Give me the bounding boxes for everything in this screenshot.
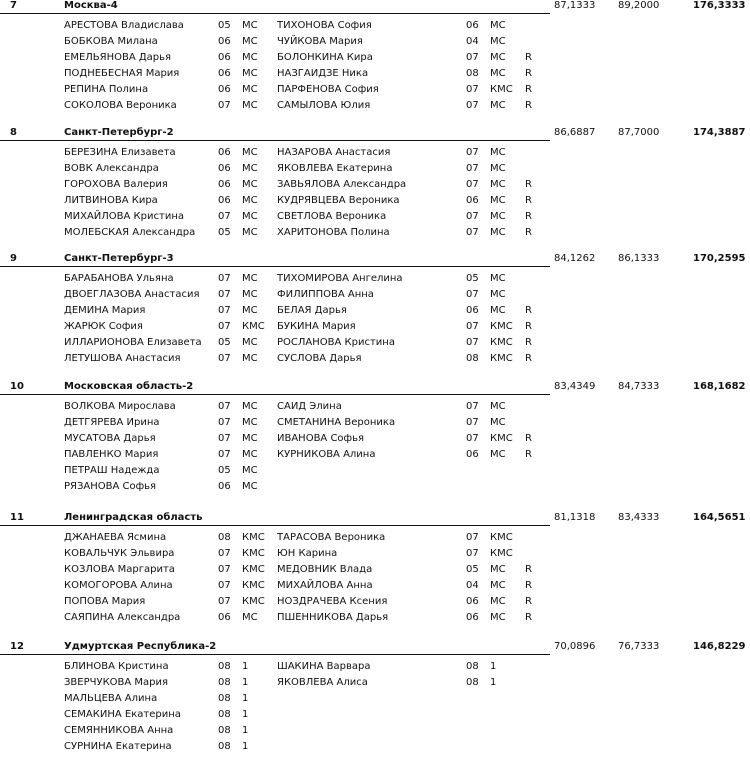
athlete-reserve-mark: R — [525, 100, 532, 111]
athlete-reserve-mark: R — [525, 353, 532, 364]
athlete-reserve-mark: R — [525, 596, 532, 607]
team-divider — [0, 525, 550, 526]
team-score-2: 83,4333 — [618, 512, 660, 523]
athlete-rank: МС — [490, 68, 506, 79]
athlete-name: ПОДНЕБЕСНАЯ Мария — [64, 68, 180, 79]
athlete-name: ЯКОВЛЕВА Екатерина — [277, 163, 393, 174]
team-divider — [0, 394, 550, 395]
athlete-birth-year: 07 — [466, 321, 479, 332]
athlete-birth-year: 07 — [218, 417, 231, 428]
athlete-birth-year: 08 — [466, 353, 479, 364]
athlete-name: КОВАЛЬЧУК Эльвира — [64, 548, 175, 559]
athlete-rank: 1 — [490, 677, 497, 688]
athlete-birth-year: 06 — [218, 612, 231, 623]
athlete-name: ЧУЙКОВА Мария — [277, 36, 363, 47]
athlete-rank: МС — [242, 163, 258, 174]
team-name: Удмуртская Республика-2 — [64, 641, 217, 652]
athlete-birth-year: 08 — [218, 725, 231, 736]
athlete-birth-year: 07 — [218, 321, 231, 332]
athlete-reserve-mark: R — [525, 321, 532, 332]
athlete-rank: МС — [242, 465, 258, 476]
athlete-rank: МС — [242, 353, 258, 364]
athlete-birth-year: 07 — [466, 211, 479, 222]
athlete-birth-year: 08 — [218, 677, 231, 688]
athlete-reserve-mark: R — [525, 179, 532, 190]
team-score-1: 83,4349 — [554, 381, 596, 392]
athlete-reserve-mark: R — [525, 227, 532, 238]
athlete-birth-year: 07 — [218, 596, 231, 607]
athlete-rank: МС — [242, 337, 258, 348]
athlete-rank: МС — [490, 100, 506, 111]
athlete-name: НАЗГАИДЗЕ Ника — [277, 68, 369, 79]
athlete-birth-year: 07 — [466, 337, 479, 348]
athlete-birth-year: 05 — [466, 564, 479, 575]
athlete-birth-year: 06 — [466, 449, 479, 460]
athlete-birth-year: 06 — [466, 20, 479, 31]
athlete-birth-year: 08 — [466, 661, 479, 672]
athlete-birth-year: 06 — [218, 147, 231, 158]
athlete-birth-year: 06 — [218, 68, 231, 79]
athlete-rank: 1 — [490, 661, 497, 672]
athlete-birth-year: 07 — [218, 100, 231, 111]
athlete-rank: МС — [490, 20, 506, 31]
athlete-name: ДЖАНАЕВА Ясмина — [64, 532, 167, 543]
athlete-name: ТАРАСОВА Вероника — [277, 532, 386, 543]
athlete-name: ФИЛИППОВА Анна — [277, 289, 374, 300]
athlete-name: ЮН Карина — [277, 548, 338, 559]
athlete-birth-year: 06 — [218, 179, 231, 190]
athlete-rank: 1 — [242, 725, 249, 736]
athlete-name: АРЕСТОВА Владислава — [64, 20, 184, 31]
athlete-name: СМЕТАНИНА Вероника — [277, 417, 396, 428]
athlete-name: ЛИТВИНОВА Кира — [64, 195, 158, 206]
athlete-name: ВОВК Александра — [64, 163, 159, 174]
athlete-rank: КМС — [490, 433, 513, 444]
athlete-rank: КМС — [242, 564, 265, 575]
team-number: 10 — [10, 381, 24, 392]
athlete-name: ЗВЕРЧУКОВА Мария — [64, 677, 169, 688]
athlete-name: ХАРИТОНОВА Полина — [277, 227, 390, 238]
athlete-name: ШАКИНА Варвара — [277, 661, 371, 672]
athlete-rank: МС — [490, 401, 506, 412]
athlete-birth-year: 08 — [466, 68, 479, 79]
athlete-reserve-mark: R — [525, 195, 532, 206]
athlete-birth-year: 07 — [218, 433, 231, 444]
athlete-birth-year: 05 — [218, 465, 231, 476]
athlete-name: ЕМЕЛЬЯНОВА Дарья — [64, 52, 172, 63]
athlete-name: КОМОГОРОВА Алина — [64, 580, 173, 591]
athlete-rank: МС — [242, 481, 258, 492]
athlete-name: МЕДОВНИК Влада — [277, 564, 373, 575]
athlete-name: МИХАЙЛОВА Кристина — [64, 211, 184, 222]
athlete-rank: КМС — [242, 580, 265, 591]
athlete-name: БОБКОВА Милана — [64, 36, 158, 47]
athlete-birth-year: 06 — [218, 163, 231, 174]
athlete-rank: МС — [490, 417, 506, 428]
athlete-rank: 1 — [242, 741, 249, 752]
athlete-name: ЯКОВЛЕВА Алиса — [277, 677, 368, 688]
athlete-reserve-mark: R — [525, 52, 532, 63]
athlete-birth-year: 07 — [218, 289, 231, 300]
athlete-birth-year: 07 — [218, 548, 231, 559]
athlete-reserve-mark: R — [525, 337, 532, 348]
athlete-name: ПАВЛЕНКО Мария — [64, 449, 159, 460]
athlete-rank: 1 — [242, 693, 249, 704]
athlete-name: СУРНИНА Екатерина — [64, 741, 172, 752]
athlete-birth-year: 04 — [466, 36, 479, 47]
athlete-name: ТИХОМИРОВА Ангелина — [277, 273, 403, 284]
athlete-name: НОЗДРАЧЕВА Ксения — [277, 596, 388, 607]
athlete-rank: МС — [490, 211, 506, 222]
athlete-birth-year: 06 — [218, 36, 231, 47]
team-number: 7 — [10, 0, 17, 11]
athlete-birth-year: 05 — [218, 227, 231, 238]
athlete-rank: МС — [490, 52, 506, 63]
athlete-birth-year: 07 — [466, 163, 479, 174]
athlete-reserve-mark: R — [525, 433, 532, 444]
team-number: 11 — [10, 512, 24, 523]
athlete-rank: МС — [490, 179, 506, 190]
team-total: 146,8229 — [693, 641, 746, 652]
athlete-rank: МС — [242, 195, 258, 206]
athlete-birth-year: 07 — [466, 417, 479, 428]
athlete-name: ГОРОХОВА Валерия — [64, 179, 168, 190]
athlete-birth-year: 07 — [218, 401, 231, 412]
athlete-reserve-mark: R — [525, 84, 532, 95]
athlete-birth-year: 07 — [218, 449, 231, 460]
team-total: 164,5651 — [693, 512, 746, 523]
athlete-name: СОКОЛОВА Вероника — [64, 100, 177, 111]
team-total: 176,3333 — [693, 0, 746, 11]
athlete-rank: КМС — [490, 321, 513, 332]
athlete-name: САМЫЛОВА Юлия — [277, 100, 371, 111]
athlete-name: НАЗАРОВА Анастасия — [277, 147, 391, 158]
team-name: Ленинградская область — [64, 512, 203, 523]
athlete-name: СВЕТЛОВА Вероника — [277, 211, 387, 222]
athlete-name: СЕМАКИНА Екатерина — [64, 709, 181, 720]
athlete-name: КОЗЛОВА Маргарита — [64, 564, 175, 575]
athlete-rank: МС — [490, 147, 506, 158]
athlete-birth-year: 07 — [466, 52, 479, 63]
athlete-birth-year: 07 — [218, 305, 231, 316]
athlete-birth-year: 08 — [218, 693, 231, 704]
athlete-birth-year: 08 — [466, 677, 479, 688]
athlete-name: САЯПИНА Александра — [64, 612, 181, 623]
athlete-name: ПАРФЕНОВА София — [277, 84, 379, 95]
athlete-name: ПШЕННИКОВА Дарья — [277, 612, 389, 623]
athlete-name: ИВАНОВА Софья — [277, 433, 365, 444]
athlete-name: БОЛОНКИНА Кира — [277, 52, 373, 63]
athlete-rank: МС — [242, 273, 258, 284]
athlete-birth-year: 04 — [466, 580, 479, 591]
athlete-rank: МС — [242, 612, 258, 623]
team-score-2: 87,7000 — [618, 127, 660, 138]
athlete-birth-year: 05 — [218, 337, 231, 348]
athlete-reserve-mark: R — [525, 211, 532, 222]
athlete-birth-year: 07 — [218, 580, 231, 591]
athlete-name: ПОПОВА Мария — [64, 596, 146, 607]
athlete-name: МУСАТОВА Дарья — [64, 433, 156, 444]
athlete-birth-year: 08 — [218, 709, 231, 720]
athlete-reserve-mark: R — [525, 612, 532, 623]
athlete-rank: МС — [242, 401, 258, 412]
athlete-rank: МС — [242, 179, 258, 190]
athlete-birth-year: 06 — [466, 195, 479, 206]
athlete-rank: КМС — [242, 548, 265, 559]
athlete-name: ИЛЛАРИОНОВА Елизавета — [64, 337, 202, 348]
athlete-birth-year: 08 — [218, 741, 231, 752]
athlete-birth-year: 07 — [218, 211, 231, 222]
team-number: 12 — [10, 641, 24, 652]
team-score-1: 84,1262 — [554, 253, 596, 264]
team-score-2: 76,7333 — [618, 641, 660, 652]
team-score-1: 70,0896 — [554, 641, 596, 652]
athlete-reserve-mark: R — [525, 564, 532, 575]
athlete-birth-year: 05 — [466, 273, 479, 284]
team-divider — [0, 13, 550, 14]
athlete-birth-year: 08 — [218, 532, 231, 543]
athlete-birth-year: 07 — [466, 532, 479, 543]
athlete-name: ЖАРЮК София — [64, 321, 143, 332]
athlete-name: РЯЗАНОВА Софья — [64, 481, 157, 492]
athlete-rank: КМС — [490, 548, 513, 559]
team-name: Москва-4 — [64, 0, 118, 11]
athlete-name: КУДРЯВЦЕВА Вероника — [277, 195, 400, 206]
athlete-name: КУРНИКОВА Алина — [277, 449, 376, 460]
team-name: Санкт-Петербург-3 — [64, 253, 174, 264]
team-total: 170,2595 — [693, 253, 746, 264]
athlete-rank: МС — [490, 163, 506, 174]
team-number: 9 — [10, 253, 17, 264]
team-score-1: 86,6887 — [554, 127, 596, 138]
athlete-rank: КМС — [242, 532, 265, 543]
team-score-1: 87,1333 — [554, 0, 596, 11]
athlete-rank: 1 — [242, 677, 249, 688]
athlete-name: СЕМЯННИКОВА Анна — [64, 725, 174, 736]
athlete-birth-year: 06 — [218, 52, 231, 63]
athlete-name: СУСЛОВА Дарья — [277, 353, 362, 364]
athlete-birth-year: 07 — [466, 433, 479, 444]
athlete-rank: МС — [490, 289, 506, 300]
athlete-rank: МС — [242, 100, 258, 111]
athlete-reserve-mark: R — [525, 68, 532, 79]
athlete-rank: МС — [242, 52, 258, 63]
athlete-name: ДЕМИНА Мария — [64, 305, 146, 316]
athlete-rank: 1 — [242, 709, 249, 720]
team-number: 8 — [10, 127, 17, 138]
athlete-rank: МС — [490, 36, 506, 47]
athlete-name: БЛИНОВА Кристина — [64, 661, 169, 672]
athlete-birth-year: 05 — [218, 20, 231, 31]
athlete-birth-year: 07 — [466, 179, 479, 190]
athlete-name: БАРАБАНОВА Ульяна — [64, 273, 174, 284]
athlete-name: БУКИНА Мария — [277, 321, 356, 332]
athlete-rank: МС — [242, 147, 258, 158]
athlete-birth-year: 07 — [466, 100, 479, 111]
team-score-2: 84,7333 — [618, 381, 660, 392]
athlete-rank: МС — [490, 273, 506, 284]
athlete-name: БЕРЕЗИНА Елизавета — [64, 147, 176, 158]
athlete-name: МОЛЕБСКАЯ Александра — [64, 227, 196, 238]
athlete-birth-year: 08 — [218, 661, 231, 672]
athlete-name: РОСЛАНОВА Кристина — [277, 337, 395, 348]
team-divider — [0, 654, 550, 655]
team-total: 168,1682 — [693, 381, 746, 392]
athlete-rank: МС — [490, 596, 506, 607]
athlete-name: САИД Элина — [277, 401, 342, 412]
athlete-rank: МС — [242, 305, 258, 316]
athlete-rank: МС — [242, 417, 258, 428]
athlete-rank: МС — [490, 227, 506, 238]
athlete-name: ЛЕТУШОВА Анастасия — [64, 353, 181, 364]
athlete-name: МИХАЙЛОВА Анна — [277, 580, 373, 591]
athlete-name: БЕЛАЯ Дарья — [277, 305, 347, 316]
athlete-birth-year: 06 — [218, 481, 231, 492]
athlete-birth-year: 06 — [218, 195, 231, 206]
team-score-2: 86,1333 — [618, 253, 660, 264]
athlete-rank: МС — [242, 449, 258, 460]
athlete-rank: МС — [490, 580, 506, 591]
athlete-birth-year: 07 — [218, 564, 231, 575]
team-name: Московская область-2 — [64, 381, 194, 392]
athlete-name: МАЛЬЦЕВА Алина — [64, 693, 158, 704]
athlete-name: ДЕТГЯРЕВА Ирина — [64, 417, 160, 428]
team-name: Санкт-Петербург-2 — [64, 127, 174, 138]
athlete-birth-year: 06 — [218, 84, 231, 95]
athlete-birth-year: 07 — [466, 84, 479, 95]
athlete-rank: МС — [242, 84, 258, 95]
athlete-rank: МС — [490, 449, 506, 460]
athlete-rank: МС — [242, 20, 258, 31]
athlete-birth-year: 07 — [218, 353, 231, 364]
athlete-rank: КМС — [242, 596, 265, 607]
team-divider — [0, 266, 550, 267]
athlete-rank: МС — [242, 36, 258, 47]
athlete-birth-year: 07 — [466, 401, 479, 412]
athlete-rank: КМС — [490, 84, 513, 95]
athlete-rank: МС — [242, 433, 258, 444]
athlete-birth-year: 07 — [466, 548, 479, 559]
team-divider — [0, 140, 550, 141]
athlete-birth-year: 06 — [466, 305, 479, 316]
athlete-rank: МС — [490, 195, 506, 206]
athlete-rank: КМС — [490, 532, 513, 543]
athlete-rank: МС — [490, 305, 506, 316]
athlete-name: ПЕТРАШ Надежда — [64, 465, 160, 476]
athlete-birth-year: 07 — [218, 273, 231, 284]
athlete-reserve-mark: R — [525, 580, 532, 591]
athlete-rank: МС — [490, 612, 506, 623]
athlete-birth-year: 06 — [466, 612, 479, 623]
athlete-rank: КМС — [490, 353, 513, 364]
athlete-birth-year: 07 — [466, 227, 479, 238]
athlete-reserve-mark: R — [525, 449, 532, 460]
athlete-rank: МС — [490, 564, 506, 575]
team-total: 174,3887 — [693, 127, 746, 138]
athlete-name: ЗАВЬЯЛОВА Александра — [277, 179, 407, 190]
athlete-reserve-mark: R — [525, 305, 532, 316]
athlete-rank: МС — [242, 68, 258, 79]
team-score-2: 89,2000 — [618, 0, 660, 11]
athlete-name: ДВОЕГЛАЗОВА Анастасия — [64, 289, 200, 300]
athlete-name: ТИХОНОВА София — [277, 20, 372, 31]
athlete-rank: МС — [242, 289, 258, 300]
athlete-birth-year: 07 — [466, 289, 479, 300]
athlete-name: ВОЛКОВА Мирослава — [64, 401, 176, 412]
athlete-rank: МС — [242, 227, 258, 238]
athlete-birth-year: 07 — [466, 147, 479, 158]
athlete-rank: КМС — [490, 337, 513, 348]
team-score-1: 81,1318 — [554, 512, 596, 523]
athlete-rank: КМС — [242, 321, 265, 332]
athlete-rank: 1 — [242, 661, 249, 672]
athlete-rank: МС — [242, 211, 258, 222]
athlete-name: РЕПИНА Полина — [64, 84, 149, 95]
athlete-birth-year: 06 — [466, 596, 479, 607]
